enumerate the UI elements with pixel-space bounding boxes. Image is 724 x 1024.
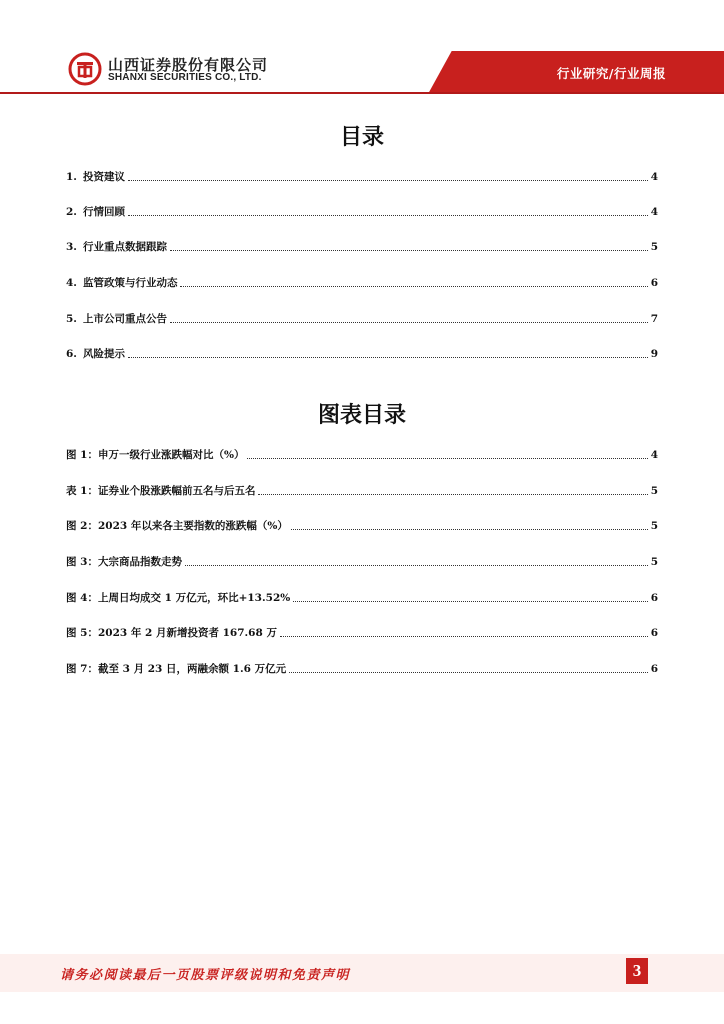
toc-title: 目录 (339, 125, 384, 150)
toc-item[interactable]: 4. 监管政策与行业动态 6 (66, 277, 658, 289)
company-name-cn: 山西证券股份有限公司 (108, 56, 269, 74)
leader-dots (180, 285, 647, 287)
company-name-en: SHANXI SECURITIES CO., LTD. (108, 72, 262, 83)
toc-item[interactable]: 3. 行业重点数据跟踪 5 (66, 241, 658, 253)
company-logo-icon (68, 52, 102, 86)
header-divider (0, 92, 724, 94)
toc-item[interactable]: 6. 风险提示 9 (66, 348, 658, 360)
leader-dots (170, 321, 648, 323)
page-number: 3 (626, 958, 648, 984)
leader-dots (170, 249, 648, 251)
figure-item[interactable]: 图 4：上周日均成交 1 万亿元，环比+13.52% 6 (66, 592, 658, 604)
footer-disclaimer: 请务必阅读最后一页股票评级说明和免责声明 (60, 968, 351, 983)
leader-dots (293, 600, 647, 602)
figure-item[interactable]: 图 5：2023 年 2 月新增投资者 167.68 万 6 (66, 627, 658, 639)
report-type-label: 行业研究/行业周报 (556, 66, 666, 81)
figure-item[interactable]: 表 1：证券业个股涨跌幅前五名与后五名 5 (66, 485, 658, 497)
figure-item[interactable]: 图 7：截至 3 月 23 日，两融余额 1.6 万亿元 6 (66, 663, 658, 675)
toc-item[interactable]: 1. 投资建议 4 (66, 171, 658, 183)
leader-dots (289, 671, 648, 673)
leader-dots (128, 179, 648, 181)
leader-dots (128, 356, 648, 358)
leader-dots (128, 214, 648, 216)
leader-dots (291, 528, 648, 530)
leader-dots (247, 457, 647, 459)
leader-dots (185, 564, 648, 566)
leader-dots (258, 493, 647, 495)
figure-item[interactable]: 图 2：2023 年以来各主要指数的涨跌幅（%） 5 (66, 520, 658, 532)
figure-item[interactable]: 图 1：申万一级行业涨跌幅对比（%） 4 (66, 449, 658, 461)
toc-item[interactable]: 2. 行情回顾 4 (66, 206, 658, 218)
leader-dots (280, 635, 648, 637)
toc-item[interactable]: 5. 上市公司重点公告 7 (66, 313, 658, 325)
figures-title: 图表目录 (317, 403, 406, 428)
figure-item[interactable]: 图 3：大宗商品指数走势 5 (66, 556, 658, 568)
